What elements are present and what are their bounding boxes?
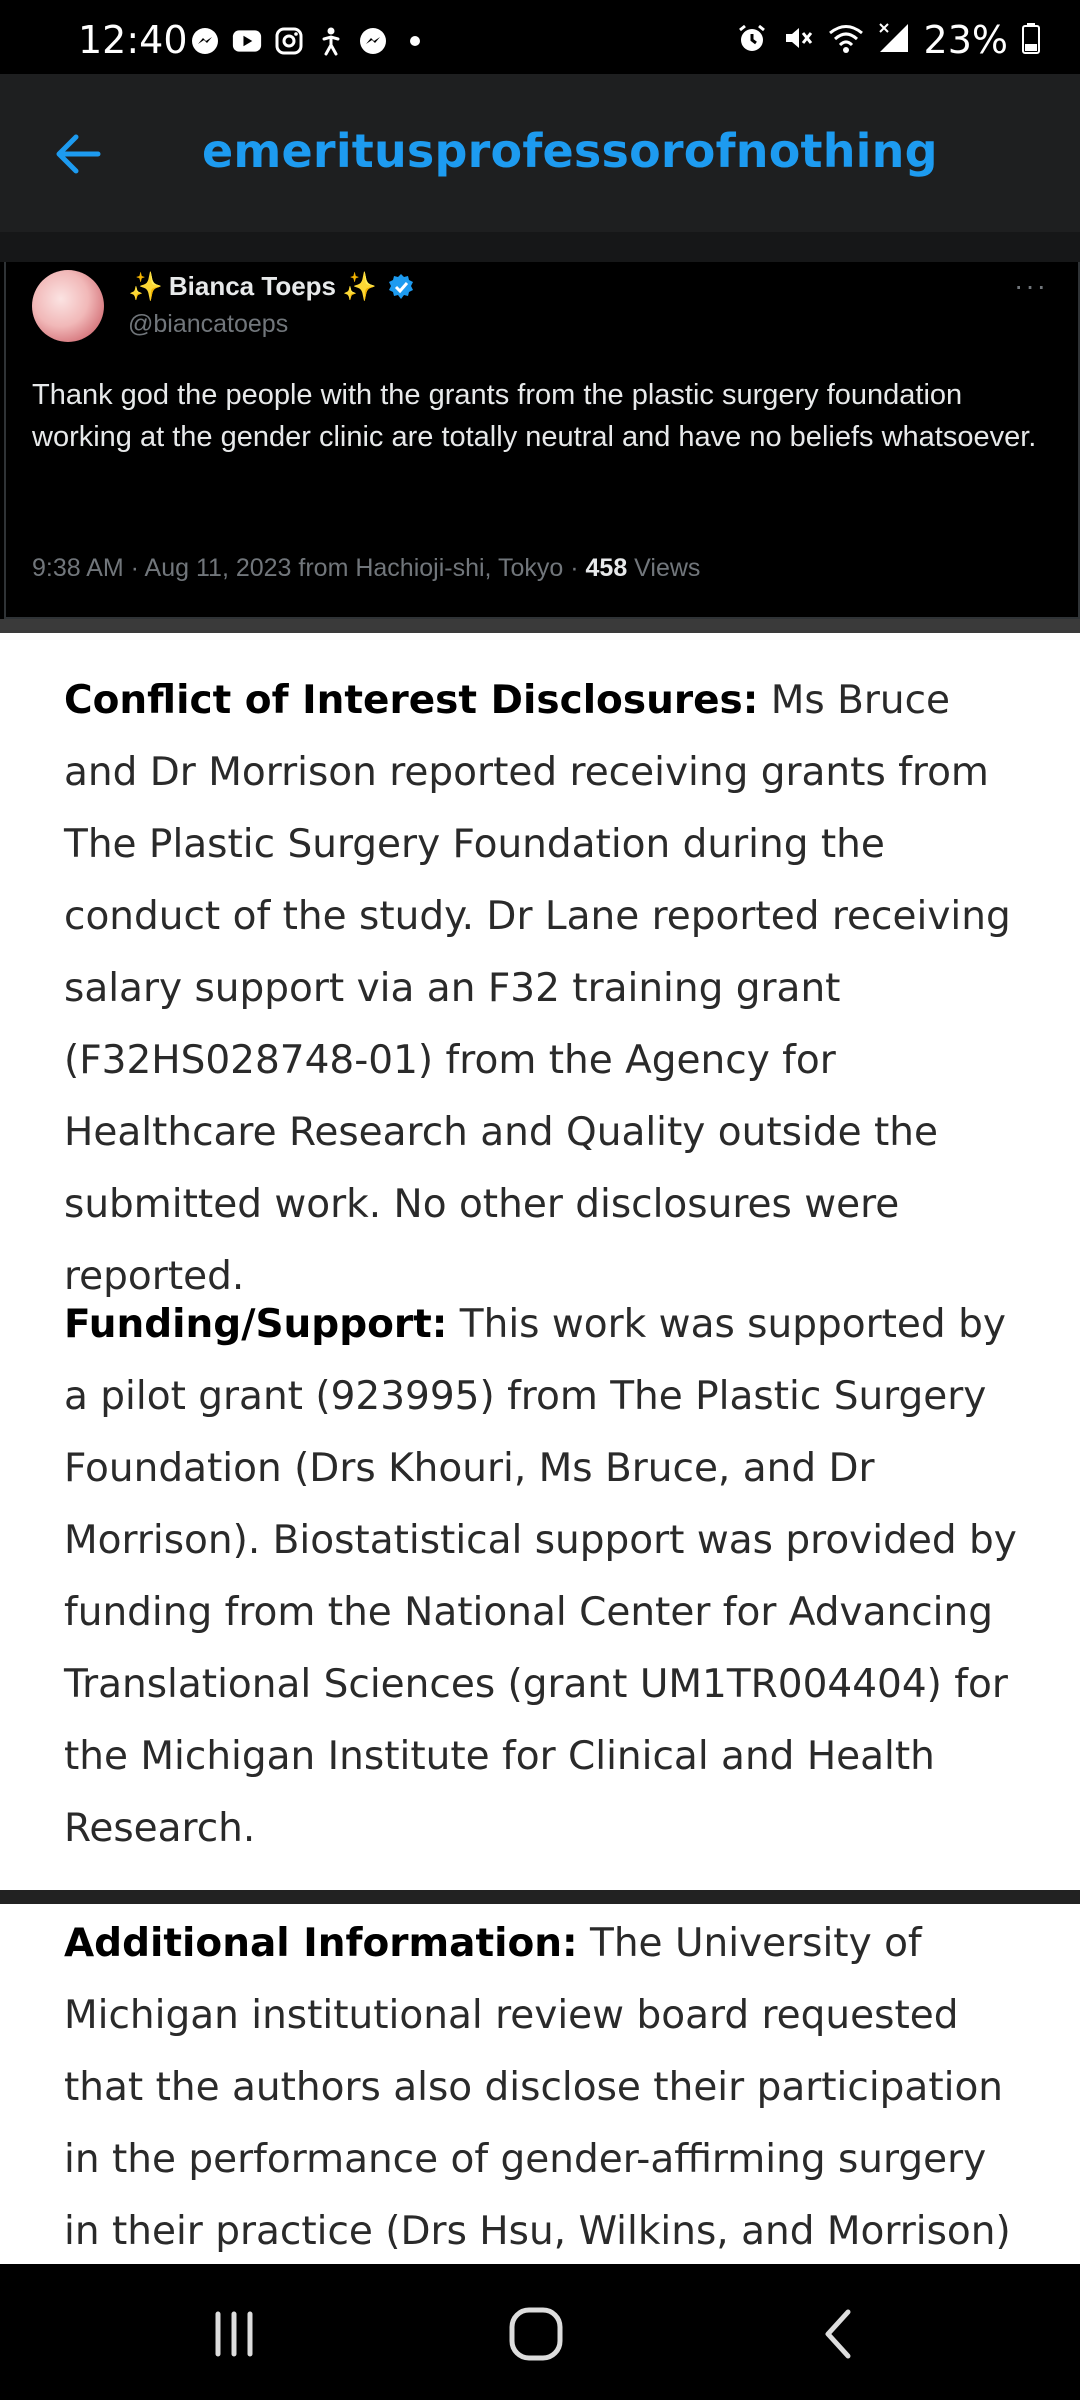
tweet-meta — [32, 554, 700, 583]
battery-icon — [1022, 22, 1040, 59]
sparkle-icon: ✨ — [128, 271, 163, 302]
author-handle: @biancatoeps — [128, 310, 289, 338]
coi-body: Ms Bruce and Dr Morrison reported receiving grants from The Plastic Surgery Foundation during the conduct of the study. Dr Lane reported receiving salary support via an F32 training grant (F32HS028748-01) from the Agency for Healthcare Research and Quality outside the submitted work. No other disclosures were reported. — [64, 678, 1011, 1299]
coi-heading: Conflict of Interest Disclosures: — [64, 678, 759, 723]
back-icon[interactable] — [810, 2304, 870, 2364]
messenger-icon — [358, 26, 388, 56]
tweet-author[interactable] — [128, 270, 415, 303]
status-time: 12:40 — [78, 18, 188, 62]
funding-heading: Funding/Support: — [64, 1302, 448, 1347]
youtube-icon — [232, 26, 262, 56]
coi-paragraph — [64, 665, 1024, 1313]
additional-heading: Additional Information: — [64, 1921, 578, 1966]
tweet-timestamp: 9:38 AM · Aug 11, 2023 from Hachioji-shi, Tokyo · — [32, 554, 586, 582]
wifi-icon — [828, 22, 864, 59]
funding-body: This work was supported by a pilot grant (923995) from The Plastic Surgery Foundation (Drs Khouri, Ms Bruce, and Dr Morrison). Biostatistical support was provided by funding from the National Center for Advancing Translational Sciences (grant UM1TR004404) for the Michigan Institute for Clinical and Health Research. — [64, 1302, 1017, 1851]
embedded-tweet[interactable] — [4, 262, 1080, 619]
funding-paragraph — [64, 1289, 1024, 1865]
views-label: Views — [627, 554, 701, 582]
accessibility-icon — [316, 26, 346, 56]
system-icons — [736, 18, 1040, 62]
signal-icon — [878, 22, 910, 59]
home-icon[interactable] — [506, 2304, 566, 2364]
back-arrow-icon[interactable] — [50, 126, 106, 182]
additional-body: The University of Michigan institutional review board requested that the authors also disclose their participation in the performance of gender-affirming surgery in their practice (Drs Hsu, Wilkins, and Morrison) — [64, 1921, 1011, 2254]
document-image — [0, 633, 1080, 1890]
notification-icons — [190, 26, 430, 56]
author-name: Bianca Toeps — [168, 271, 336, 301]
divider — [0, 232, 1080, 262]
system-nav-bar — [0, 2264, 1080, 2400]
document-image-continued — [0, 1904, 1080, 2264]
avatar[interactable] — [32, 270, 104, 342]
additional-paragraph — [64, 1908, 1024, 2264]
recent-apps-icon[interactable] — [204, 2304, 264, 2364]
verified-badge-icon — [387, 273, 415, 301]
battery-percent: 23% — [923, 18, 1008, 62]
views-count: 458 — [585, 554, 628, 582]
mute-icon — [782, 22, 814, 59]
app-header — [0, 74, 1080, 232]
alarm-icon — [736, 22, 768, 59]
status-bar — [0, 0, 1080, 74]
divider — [0, 1890, 1080, 1904]
tweet-text: Thank god the people with the grants from the plastic surgery foundation working at the gender clinic are totally neutral and have no beliefs whatsoever. — [32, 379, 1037, 453]
instagram-icon — [274, 26, 304, 56]
sparkle-icon: ✨ — [342, 271, 377, 302]
messenger-icon — [190, 26, 220, 56]
divider — [0, 619, 1080, 633]
dot-icon — [400, 26, 430, 56]
page-title: emeritusprofessorofnothing — [202, 124, 938, 178]
more-options-icon[interactable]: ··· — [1014, 270, 1048, 301]
